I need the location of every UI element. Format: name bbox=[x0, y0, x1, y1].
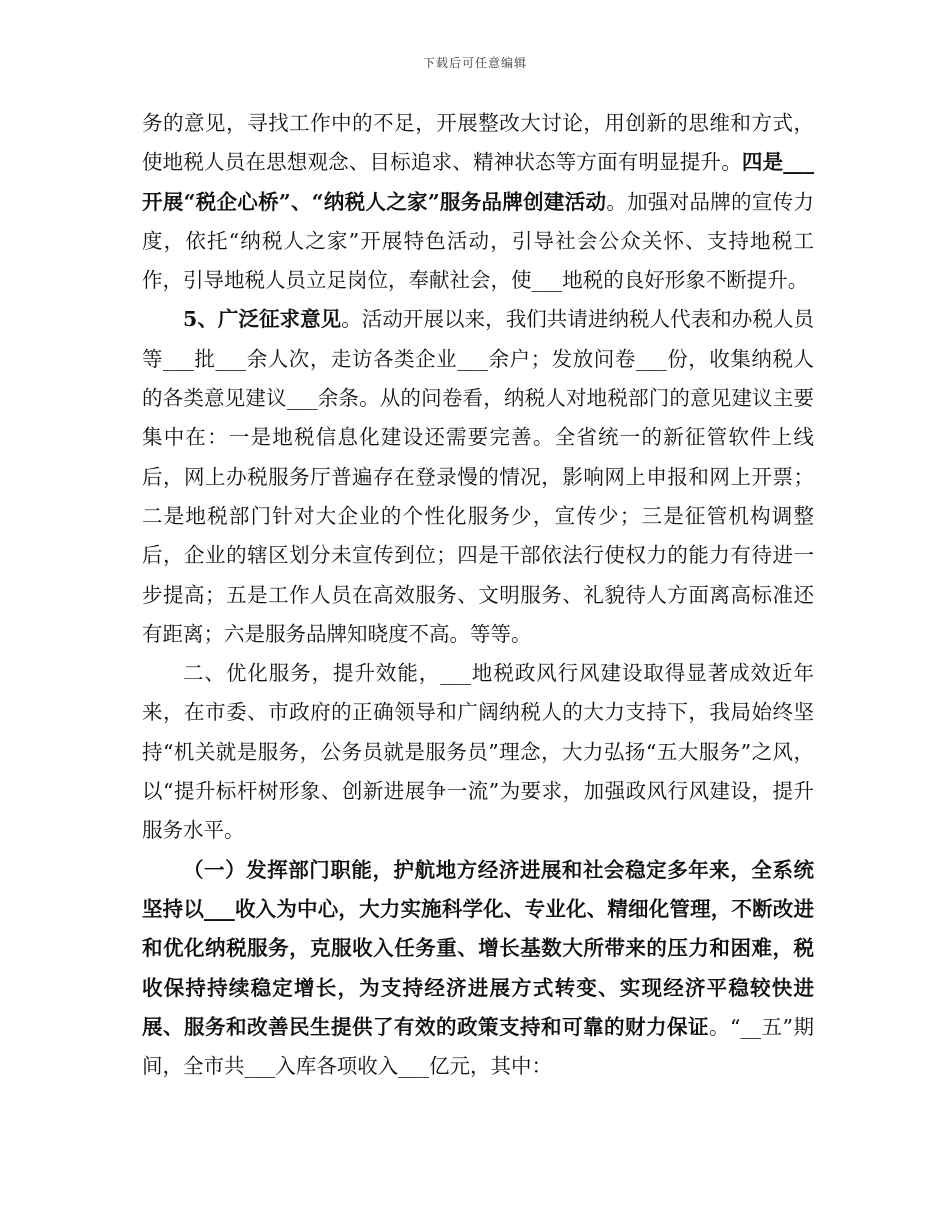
document-body bbox=[142, 104, 814, 1086]
paragraph-3-text: 二、优化服务，提升效能，___地税政风行风建设取得显著成效近年来，在市委、市政府的正确领导和广阔纳税人的大力支持下，我局始终坚持“机关就是服务，公务员就是服务员”理念，大力弘扬“五大服务”之风，以“提升标杆树形象、创新进展争一流”为要求，加强政风行风建设，提升服务水平。 bbox=[142, 661, 814, 843]
paragraph-1-text-a: 务的意见，寻找工作中的不足，开展整改大讨论，用创新的思维和方式，使地税人员在思想观念、目标追求、精神状态等方面有明显提升。 bbox=[142, 111, 814, 175]
paragraph-2-text: 。活动开展以来，我们共请进纳税人代表和办税人员等___批___余人次，走访各类企业___余户；发放问卷___份，收集纳税人的各类意见建议___余条。从的问卷看，纳税人对地税部门的意见建议主要集中在：一是地税信息化建设还需要完善。全省统一的新征管软件上线后，网上办税服务厅普遍存在登录慢的情况，影响网上申报和网上开票；二是地税部门针对大企业的个性化服务少，宣传少；三是征管机构调整后，企业的辖区划分未宣传到位；四是干部依法行使权力的能力有待进一步提高；五是工作人员在高效服务、文明服务、礼貌待人方面离高标准还有距离；六是服务品牌知晓度不高。等等。 bbox=[142, 307, 815, 646]
paragraph-4-bold-heading: （一）发挥部门职能，护航地方经济进展和社会稳定多年来，全系统坚持以___收入为中心，大力实施科学化、专业化、精细化管理，不断改进和优化纳税服务，克服收入任务重、增长基数大所带来的压力和困难，税收保持持续稳定增长，为支持经济进展方式转变、实现经济平稳较快进展、服务和改善民生提供了有效的政策支持和可靠的财力保证 bbox=[142, 857, 814, 1039]
page-header: 下载后可任意编辑 bbox=[422, 56, 527, 70]
paragraph-2-bold-heading: 5、广泛征求意见 bbox=[183, 307, 342, 332]
paragraph-1-bold-heading: 四是___开展“税企心桥”、“纳税人之家”服务品牌创建活动 bbox=[142, 150, 815, 214]
paragraph-2 bbox=[142, 300, 814, 654]
paragraph-4 bbox=[142, 851, 814, 1087]
paragraph-1-text-b: 。加强对品牌的宣传力度，依托“纳税人之家”开展特色活动，引导社会公众关怀、支持地税工作，引导地税人员立足岗位，奉献社会，使___地税的良好形象不断提升。 bbox=[142, 189, 814, 293]
paragraph-3 bbox=[142, 654, 814, 850]
paragraph-1 bbox=[142, 104, 814, 300]
paragraph-4-text: 。“__五”期间，全市共___入库各项收入___亿元，其中： bbox=[142, 1014, 814, 1079]
